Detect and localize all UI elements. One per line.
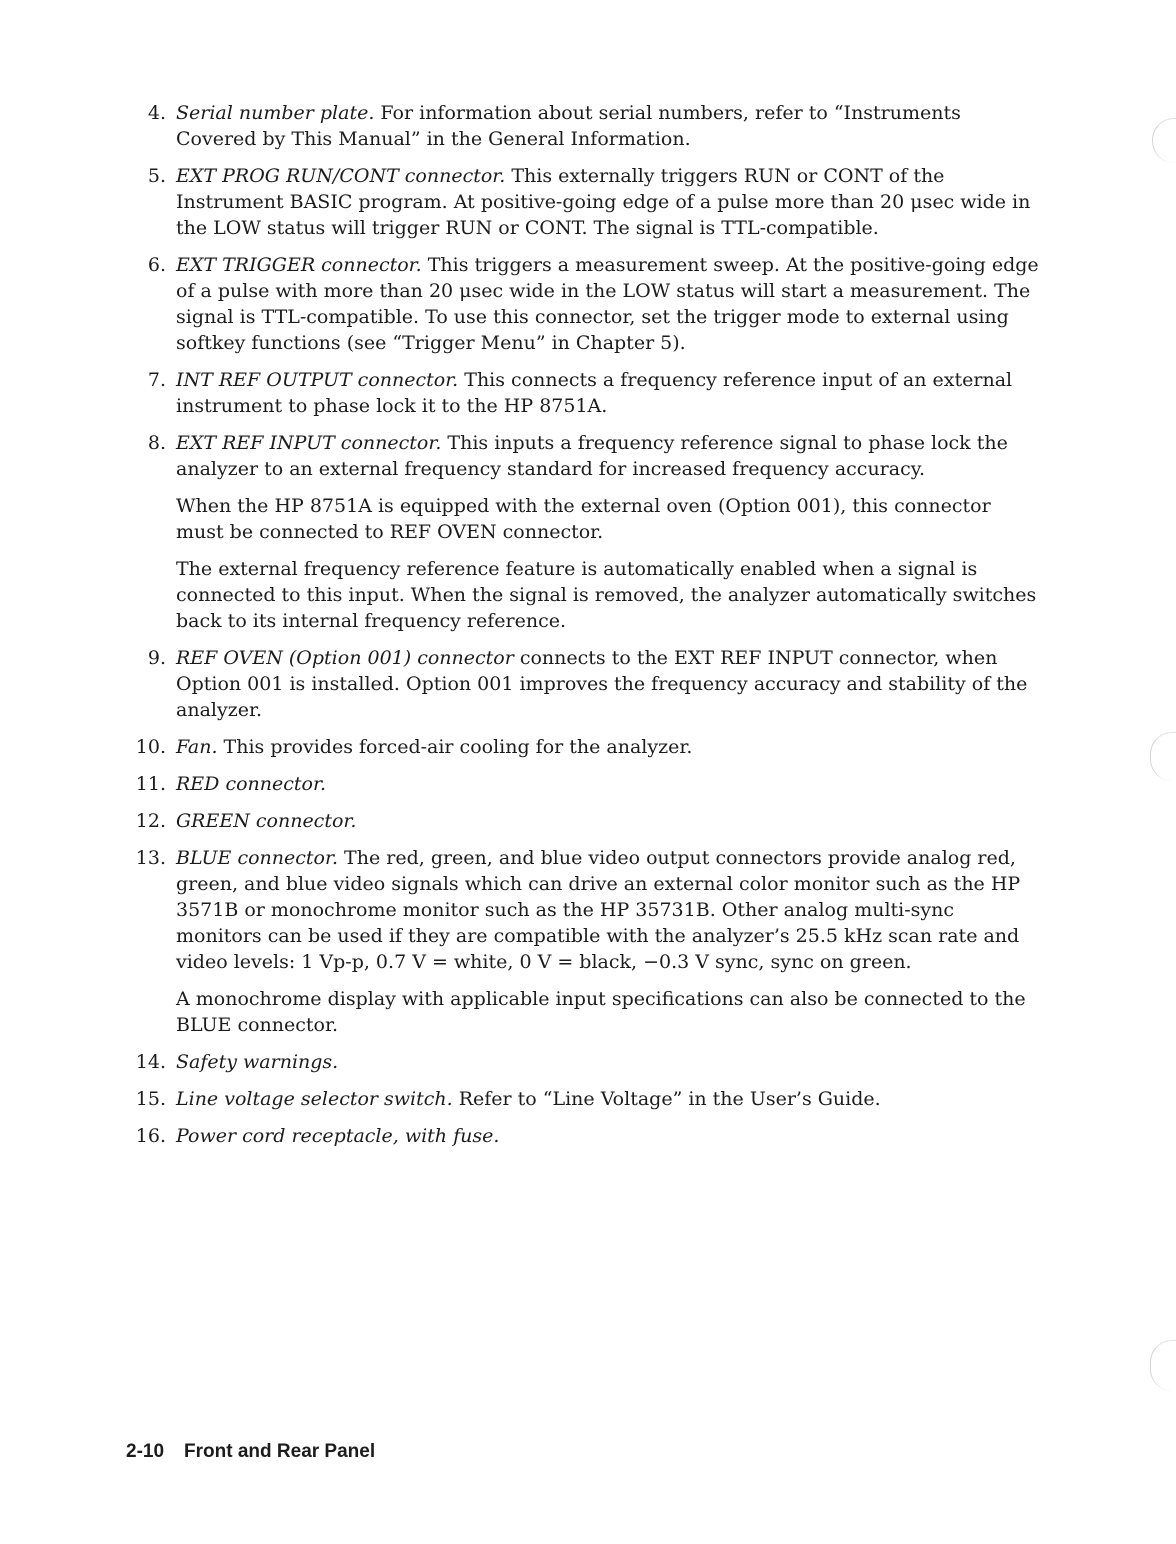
item-text: This triggers a measurement sweep. At the positive-going edge of a pulse with more than 20 μsec wide in the LOW status will start a measurement. The signal is TTL-compatible. To use this connector, set the trigger mode to external using softkey functions (see “Trigger Menu” in Chapter 5). (176, 254, 1039, 354)
item-number: 15. (135, 1088, 166, 1110)
list-item (110, 252, 1040, 356)
item-paragraph (176, 986, 1040, 1038)
item-body (176, 100, 1040, 152)
item-text: The red, green, and blue video output connectors provide analog red, green, and blue video signals which can drive an external color monitor such as the HP 3571B or monochrome monitor such as the HP 35731B. Other analog multi-sync monitors can be used if they are compatible with the analyzer’s 25.5 kHz scan rate and video levels: 1 Vp-p, 0.7 V = white, 0 V = black, −0.3 V sync, sync on green. (176, 847, 1021, 973)
item-body (176, 808, 1040, 834)
list-item (110, 771, 1040, 797)
item-text: For information about serial numbers, refer to “Instruments Covered by This Manual” in the General Information. (176, 102, 961, 150)
item-term: RED connector. (176, 773, 326, 795)
item-paragraph (176, 734, 1040, 760)
list-item (110, 367, 1040, 419)
item-paragraph (176, 556, 1040, 634)
item-term: Safety warnings. (176, 1051, 339, 1073)
item-paragraph (176, 367, 1040, 419)
item-text: This provides forced-air cooling for the analyzer. (217, 736, 693, 758)
footer-page-number: 2-10 (126, 1441, 165, 1462)
item-term: GREEN connector. (176, 810, 357, 832)
item-text: When the HP 8751A is equipped with the external oven (Option 001), this connector must be connected to REF OVEN connector. (176, 495, 991, 543)
item-paragraph (176, 1086, 1040, 1112)
item-number: 14. (135, 1051, 166, 1073)
item-text: connects to the EXT REF INPUT connector, when Option 001 is installed. Option 001 improves the frequency accuracy and stability of the analyzer. (176, 647, 1028, 721)
binding-hole-mark-middle (1150, 732, 1176, 781)
item-number: 7. (147, 369, 166, 391)
item-body (176, 845, 1040, 1038)
item-body (176, 645, 1040, 723)
item-paragraph (176, 771, 1040, 797)
item-paragraph (176, 100, 1040, 152)
item-body (176, 1049, 1040, 1075)
item-body (176, 734, 1040, 760)
item-body (176, 163, 1040, 241)
item-paragraph (176, 808, 1040, 834)
item-term: EXT REF INPUT connector. (176, 432, 442, 454)
item-paragraph (176, 1123, 1040, 1149)
item-paragraph (176, 1049, 1040, 1075)
item-number: 16. (135, 1125, 166, 1147)
item-number: 12. (135, 810, 166, 832)
item-body (176, 771, 1040, 797)
page-footer (126, 1441, 375, 1463)
list-item (110, 845, 1040, 1038)
item-number: 5. (147, 165, 166, 187)
list-item (110, 734, 1040, 760)
item-term: Serial number plate. (176, 102, 375, 124)
item-text: A monochrome display with applicable input specifications can also be connected to the BLUE connector. (176, 988, 1026, 1036)
binding-hole-mark-bottom (1150, 1340, 1176, 1391)
list-item (110, 1086, 1040, 1112)
list-item (110, 808, 1040, 834)
item-text: This inputs a frequency reference signal to phase lock the analyzer to an external frequency standard for increased frequency accuracy. (176, 432, 1008, 480)
item-number: 8. (147, 432, 166, 454)
item-paragraph (176, 845, 1040, 975)
item-paragraph (176, 645, 1040, 723)
item-paragraph (176, 493, 1040, 545)
item-term: Fan. (176, 736, 218, 758)
item-term: Line voltage selector switch. (176, 1088, 453, 1110)
list-item (110, 645, 1040, 723)
item-term: REF OVEN (Option 001) connector (176, 647, 514, 669)
item-term: Power cord receptacle, with fuse. (176, 1125, 500, 1147)
item-text: This connects a frequency reference input of an external instrument to phase lock it to the HP 8751A. (176, 369, 1013, 417)
item-body (176, 252, 1040, 356)
footer-section-title: Front and Rear Panel (184, 1441, 376, 1462)
item-number: 4. (147, 102, 166, 124)
item-text: Refer to “Line Voltage” in the User’s Guide. (452, 1088, 881, 1110)
item-body (176, 367, 1040, 419)
item-body (176, 1123, 1040, 1149)
item-number: 6. (147, 254, 166, 276)
list-item (110, 163, 1040, 241)
item-paragraph (176, 430, 1040, 482)
list-item (110, 100, 1040, 152)
list-item (110, 1049, 1040, 1075)
item-term: EXT TRIGGER connector. (176, 254, 422, 276)
item-paragraph (176, 163, 1040, 241)
list-item (110, 430, 1040, 634)
item-body (176, 430, 1040, 634)
item-number: 10. (135, 736, 166, 758)
item-number: 13. (135, 847, 166, 869)
binding-hole-mark-top (1152, 118, 1176, 163)
item-body (176, 1086, 1040, 1112)
item-number: 11. (135, 773, 166, 795)
item-text: The external frequency reference feature is automatically enabled when a signal is connected to this input. When the signal is removed, the analyzer automatically switches back to its internal frequency reference. (176, 558, 1037, 632)
item-number: 9. (147, 647, 166, 669)
item-term: INT REF OUTPUT connector. (176, 369, 459, 391)
item-term: BLUE connector. (176, 847, 339, 869)
numbered-list (110, 100, 1040, 1160)
item-paragraph (176, 252, 1040, 356)
item-term: EXT PROG RUN/CONT connector. (176, 165, 506, 187)
item-text: This externally triggers RUN or CONT of the Instrument BASIC program. At positive-going edge of a pulse more than 20 μsec wide in the LOW status will trigger RUN or CONT. The signal is TTL-compatible. (176, 165, 1031, 239)
list-item (110, 1123, 1040, 1149)
